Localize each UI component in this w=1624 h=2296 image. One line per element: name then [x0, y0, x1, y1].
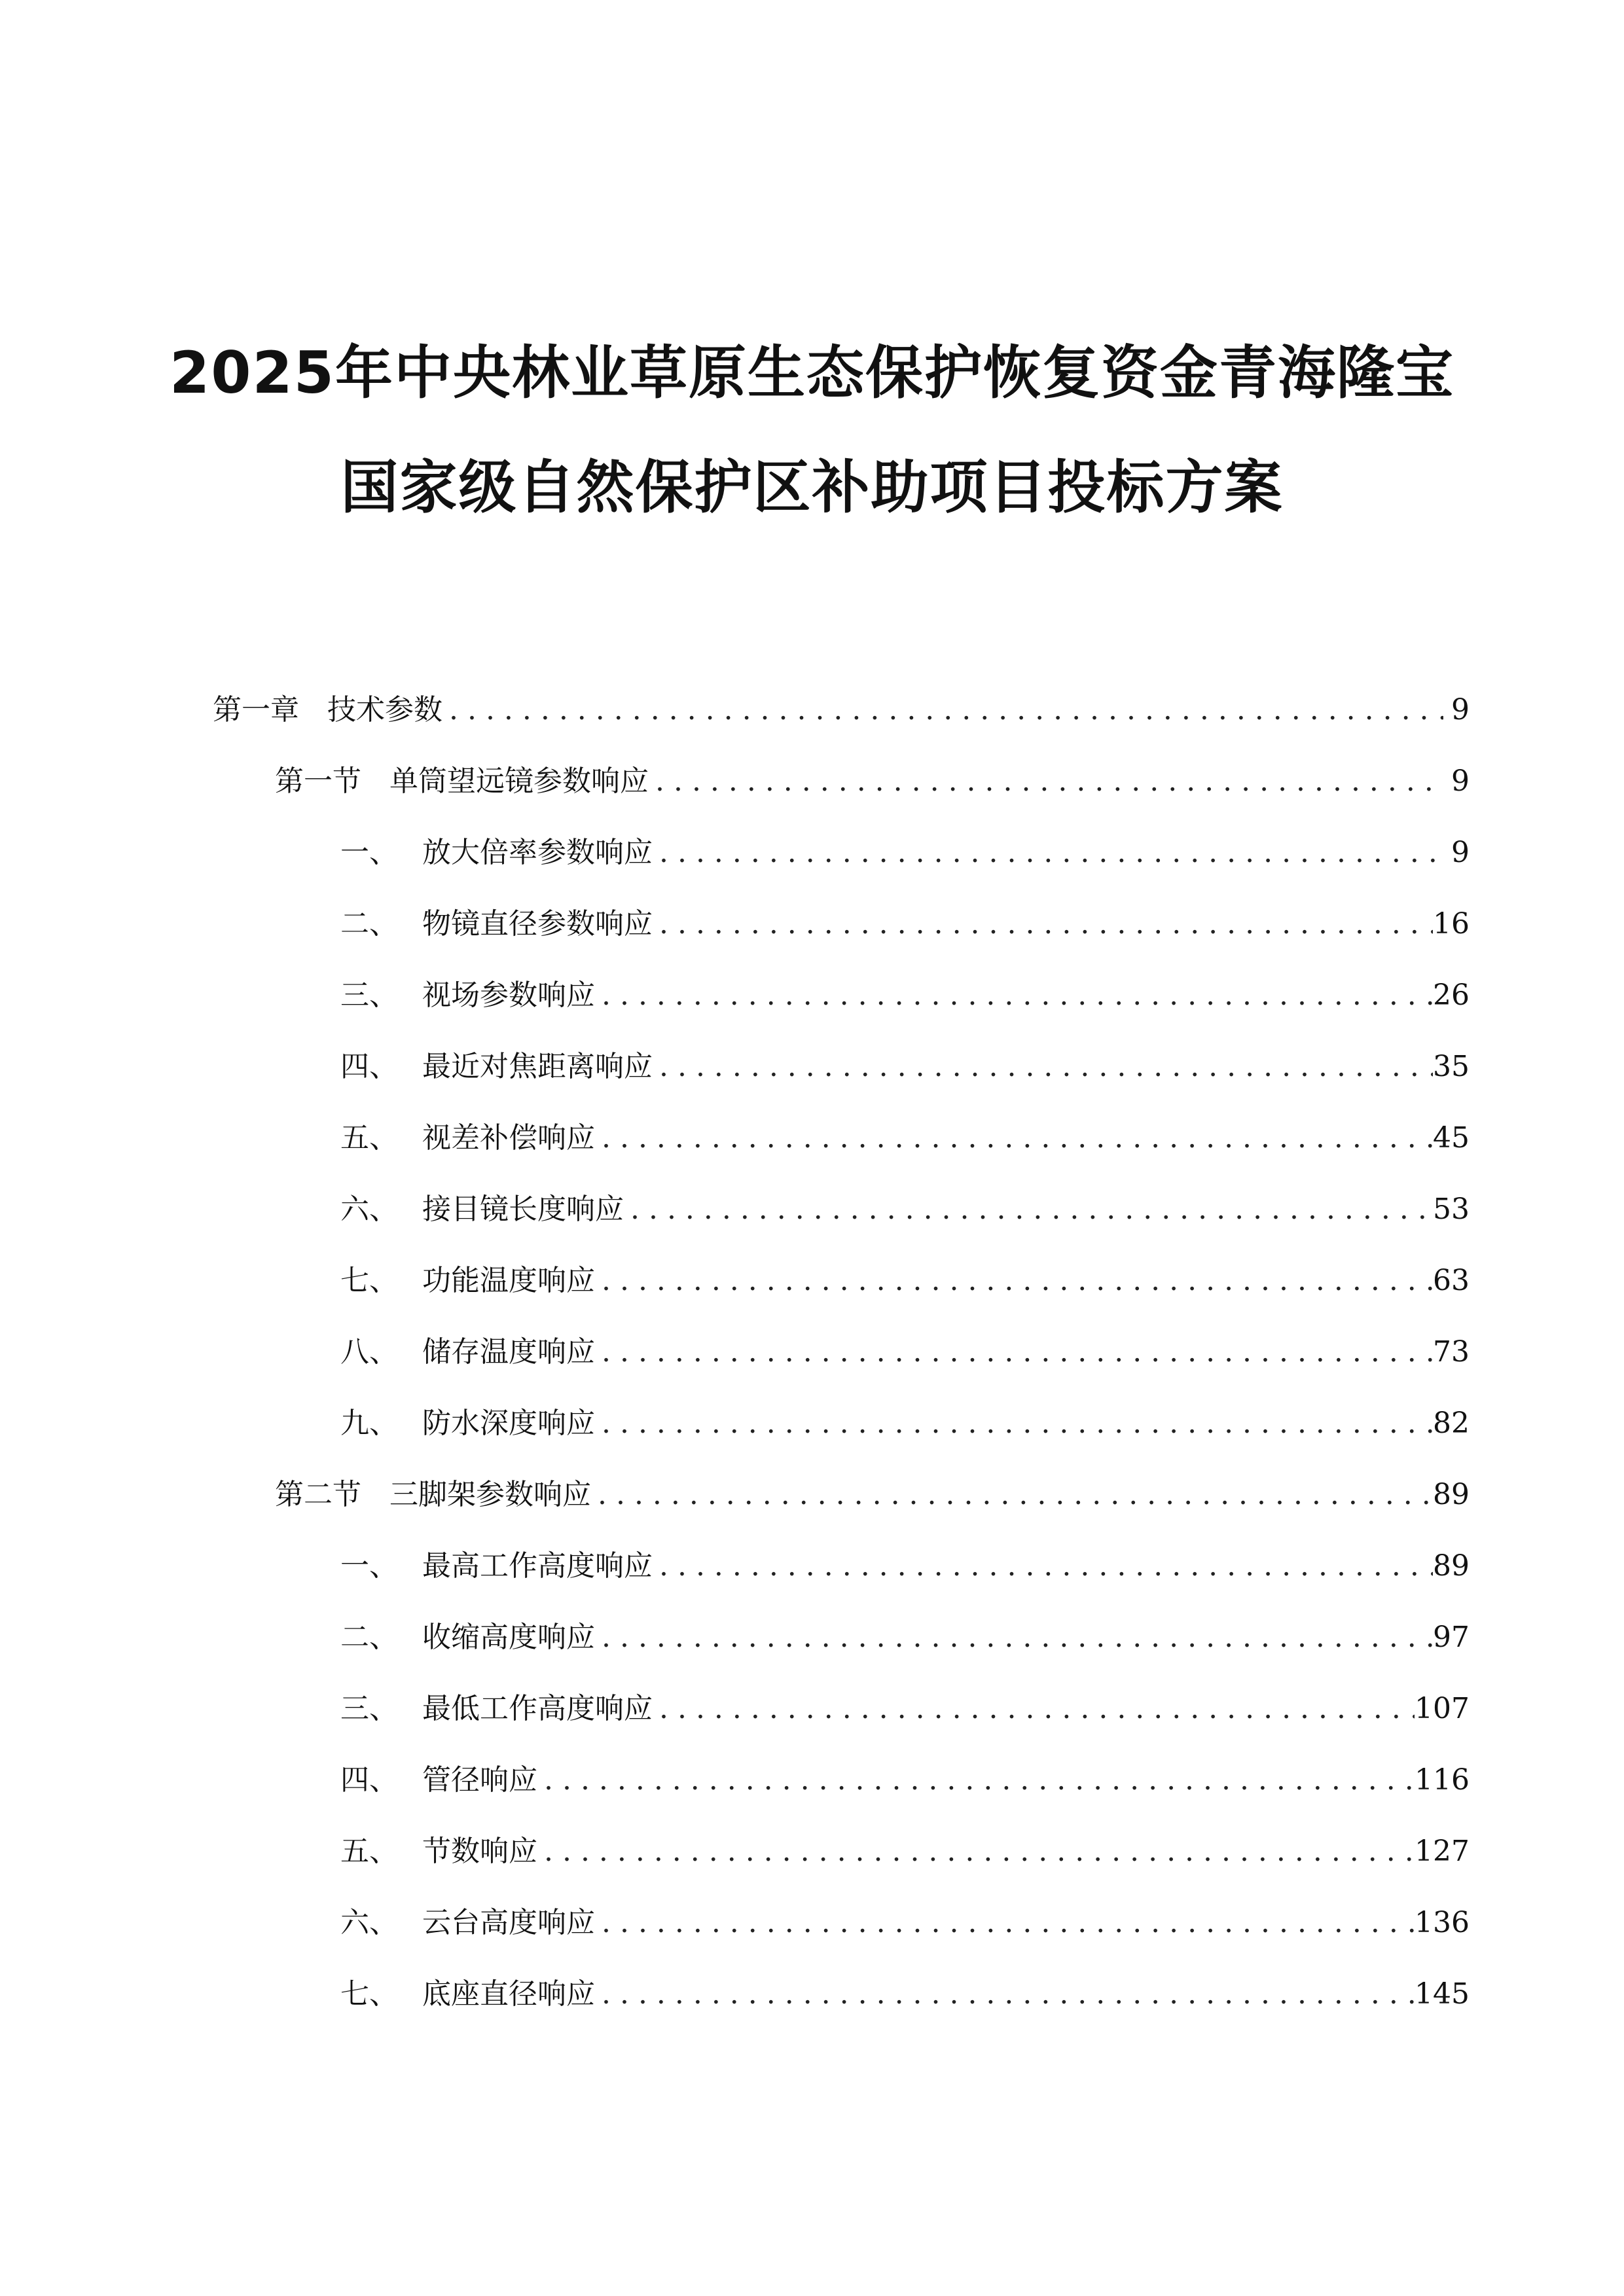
toc-leader-dots	[653, 901, 1433, 947]
toc-entry-number: 八、	[340, 1335, 398, 1369]
toc-entry-title: 节数响应	[422, 1835, 537, 1868]
toc-entry-page: 9	[1451, 836, 1470, 869]
toc-entry-title: 技术参数	[327, 693, 442, 726]
toc-entry-number: 三、	[340, 1692, 398, 1725]
toc-entry-page: 107	[1415, 1692, 1470, 1725]
toc-entry-title: 管径响应	[422, 1763, 537, 1797]
toc-entry-page: 53	[1433, 1193, 1470, 1226]
toc-entry-page: 45	[1433, 1121, 1470, 1155]
toc-entry[interactable]	[275, 759, 1470, 804]
toc-entry[interactable]	[340, 1971, 1470, 2017]
toc-entry-page: 16	[1433, 907, 1470, 941]
toc-entry[interactable]	[340, 1829, 1470, 1874]
toc-leader-dots	[595, 1115, 1433, 1161]
toc-entry-title: 三脚架参数响应	[389, 1478, 591, 1511]
toc-entry[interactable]	[340, 1258, 1470, 1304]
toc-entry-title: 接目镜长度响应	[422, 1193, 624, 1226]
toc-entry-page: 97	[1433, 1621, 1470, 1654]
toc-entry-number: 六、	[340, 1906, 398, 1939]
toc-entry-number: 三、	[340, 978, 398, 1012]
toc-entry-number: 二、	[340, 907, 398, 941]
toc-entry-title: 最低工作高度响应	[422, 1692, 653, 1725]
toc-leader-dots	[591, 1472, 1433, 1518]
toc-entry-page: 89	[1433, 1549, 1470, 1583]
toc-entry-number: 二、	[340, 1621, 398, 1654]
toc-entry-title: 防水深度响应	[422, 1407, 595, 1440]
toc-entry[interactable]	[340, 1615, 1470, 1660]
toc-entry[interactable]	[340, 1115, 1470, 1161]
toc-entry-title: 底座直径响应	[422, 1977, 595, 2011]
toc-entry-title: 最高工作高度响应	[422, 1549, 653, 1583]
toc-entry[interactable]	[213, 687, 1470, 733]
toc-leader-dots	[595, 973, 1433, 1018]
toc-entry-title: 收缩高度响应	[422, 1621, 595, 1654]
toc-entry[interactable]	[340, 1187, 1470, 1232]
toc-leader-dots	[653, 1044, 1433, 1090]
toc-entry-number: 九、	[340, 1407, 398, 1440]
toc-entry-title: 视差补偿响应	[422, 1121, 595, 1155]
toc-entry-page: 116	[1415, 1763, 1470, 1797]
toc-entry-title: 储存温度响应	[422, 1335, 595, 1369]
toc-entry-number: 一、	[340, 1549, 398, 1583]
toc-leader-dots	[595, 1971, 1415, 2017]
toc-entry-number: 第二节	[275, 1478, 361, 1511]
toc-entry-number: 第一章	[213, 693, 299, 726]
toc-entry[interactable]	[340, 901, 1470, 947]
toc-entry-page: 35	[1433, 1050, 1470, 1083]
toc-entry[interactable]	[275, 1472, 1470, 1518]
toc-entry-number: 第一节	[275, 764, 361, 798]
toc-entry-title: 最近对焦距离响应	[422, 1050, 653, 1083]
toc-entry-page: 82	[1433, 1407, 1470, 1440]
toc-leader-dots	[595, 1401, 1433, 1446]
toc-entry-title: 视场参数响应	[422, 978, 595, 1012]
toc-leader-dots	[649, 759, 1443, 804]
toc-entry-number: 一、	[340, 836, 398, 869]
toc-entry-page: 73	[1433, 1335, 1470, 1369]
toc-entry[interactable]	[340, 1543, 1470, 1589]
toc-entry-page: 9	[1451, 764, 1470, 798]
toc-entry[interactable]	[340, 1686, 1470, 1732]
toc-leader-dots	[595, 1900, 1415, 1946]
toc-entry-page: 9	[1451, 693, 1470, 726]
toc-entry[interactable]	[340, 1401, 1470, 1446]
toc-entry-title: 放大倍率参数响应	[422, 836, 653, 869]
toc-leader-dots	[537, 1829, 1415, 1874]
toc-entry-title: 物镜直径参数响应	[422, 907, 653, 941]
toc-entry-number: 五、	[340, 1121, 398, 1155]
document-title-line-1: 2025年中央林业草原生态保护恢复资金青海隆宝	[170, 339, 1454, 406]
toc-entry-title: 功能温度响应	[422, 1264, 595, 1297]
toc-leader-dots	[595, 1258, 1433, 1304]
toc-entry-title: 单筒望远镜参数响应	[389, 764, 649, 798]
toc-leader-dots	[595, 1615, 1433, 1660]
toc-entry-page: 136	[1415, 1906, 1470, 1939]
toc-entry-number: 六、	[340, 1193, 398, 1226]
toc-leader-dots	[653, 1686, 1415, 1732]
toc-entry-number: 七、	[340, 1977, 398, 2011]
toc-entry-page: 26	[1433, 978, 1470, 1012]
toc-leader-dots	[624, 1187, 1433, 1232]
toc-entry[interactable]	[340, 1900, 1470, 1946]
toc-entry[interactable]	[340, 1757, 1470, 1803]
toc-entry-title: 云台高度响应	[422, 1906, 595, 1939]
toc-leader-dots	[442, 687, 1443, 733]
toc-entry[interactable]	[340, 830, 1470, 876]
toc-entry-page: 89	[1433, 1478, 1470, 1511]
toc-entry[interactable]	[340, 1329, 1470, 1375]
toc-entry-number: 五、	[340, 1835, 398, 1868]
toc-entry-number: 四、	[340, 1763, 398, 1797]
toc-entry-page: 63	[1433, 1264, 1470, 1297]
toc-entry-number: 七、	[340, 1264, 398, 1297]
toc-leader-dots	[653, 1543, 1433, 1589]
document-title-line-2: 国家级自然保护区补助项目投标方案	[340, 454, 1284, 521]
toc-entry[interactable]	[340, 973, 1470, 1018]
toc-entry-page: 145	[1415, 1977, 1470, 2011]
toc-entry[interactable]	[340, 1044, 1470, 1090]
toc-leader-dots	[537, 1757, 1415, 1803]
toc-entry-page: 127	[1415, 1835, 1470, 1868]
toc-leader-dots	[653, 830, 1443, 876]
toc-entry-number: 四、	[340, 1050, 398, 1083]
toc-leader-dots	[595, 1329, 1433, 1375]
